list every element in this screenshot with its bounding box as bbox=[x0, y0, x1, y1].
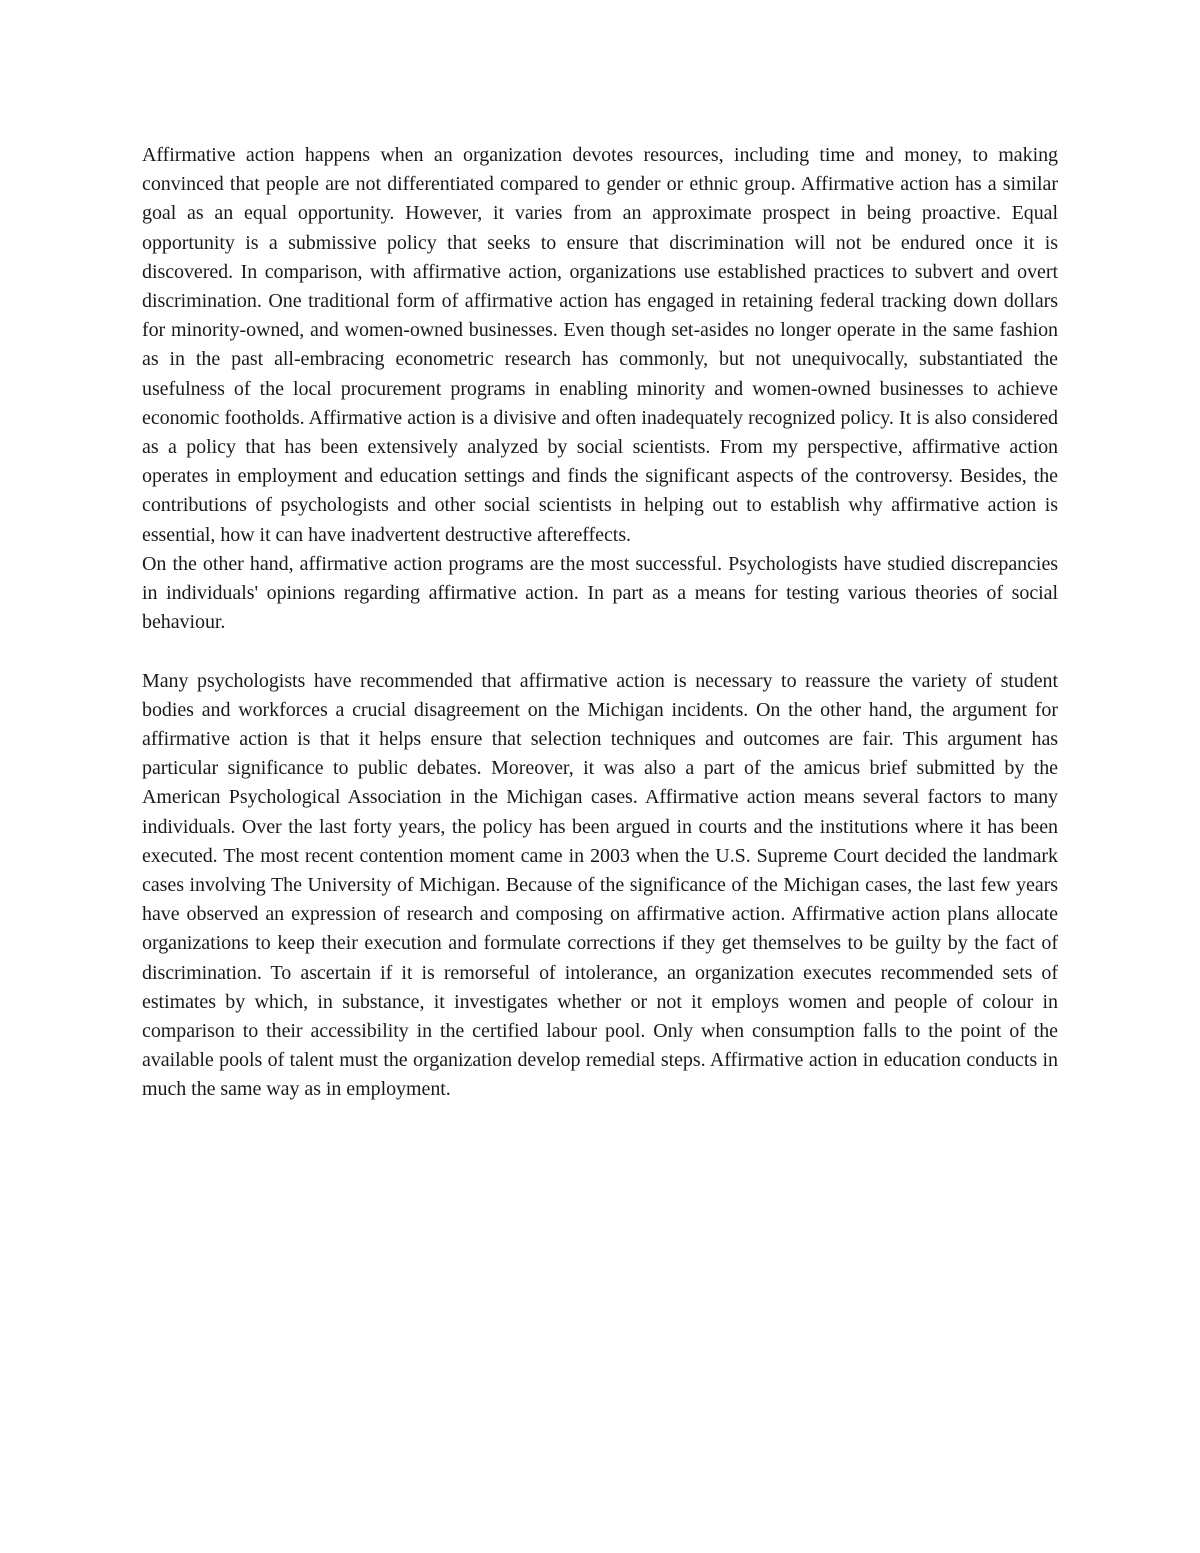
paragraph-2: On the other hand, affirmative action programs are the most successful. Psychologists have studied discrepancies in individuals' opinions regarding affirmative action. In part as a means for testing various theories of social behaviour. bbox=[142, 552, 1058, 634]
document-body bbox=[142, 141, 1058, 1105]
paragraph-1: Affirmative action happens when an organization devotes resources, including time and money, to making convinced that people are not differentiated compared to gender or ethnic group. Affirmative action has a similar goal as an equal opportunity. However, it varies from an approximate prospect in being proactive. Equal opportunity is a submissive policy that seeks to ensure that discrimination will not be endured once it is discovered. In comparison, with affirmative action, organizations use established practices to subvert and overt discrimination. One traditional form of affirmative action has engaged in retaining federal tracking down dollars for minority-owned, and women-owned businesses. Even though set-asides no longer operate in the same fashion as in the past all-embracing econometric research has commonly, but not unequivocally, substantiated the usefulness of the local procurement programs in enabling minority and women-owned businesses to achieve economic footholds. Affirmative action is a divisive and often inadequately recognized policy. It is also considered as a policy that has been extensively analyzed by social scientists. From my perspective, affirmative action operates in employment and education settings and finds the significant aspects of the controversy. Besides, the contributions of psychologists and other social scientists in helping out to establish why affirmative action is essential, how it can have inadvertent destructive aftereffects. bbox=[142, 144, 1058, 546]
paragraph-3: Many psychologists have recommended that affirmative action is necessary to reassure the variety of student bodies and workforces a crucial disagreement on the Michigan incidents. On the other hand, the argument for affirmative action is that it helps ensure that selection techniques and outcomes are fair. This argument has particular significance to public debates. Moreover, it was also a part of the amicus brief submitted by the American Psychological Association in the Michigan cases. Affirmative action means several factors to many individuals. Over the last forty years, the policy has been argued in courts and the institutions where it has been executed. The most recent contention moment came in 2003 when the U.S. Supreme Court decided the landmark cases involving The University of Michigan. Because of the significance of the Michigan cases, the last few years have observed an expression of research and composing on affirmative action. Affirmative action plans allocate organizations to keep their execution and formulate corrections if they get themselves to be guilty by the fact of discrimination. To ascertain if it is remorseful of intolerance, an organization executes recommended sets of estimates by which, in substance, it investigates whether or not it employs women and people of colour in comparison to their accessibility in the certified labour pool. Only when consumption falls to the point of the available pools of talent must the organization develop remedial steps. Affirmative action in education conducts in much the same way as in employment. bbox=[142, 669, 1058, 1101]
paragraph-spacer bbox=[142, 637, 1058, 666]
